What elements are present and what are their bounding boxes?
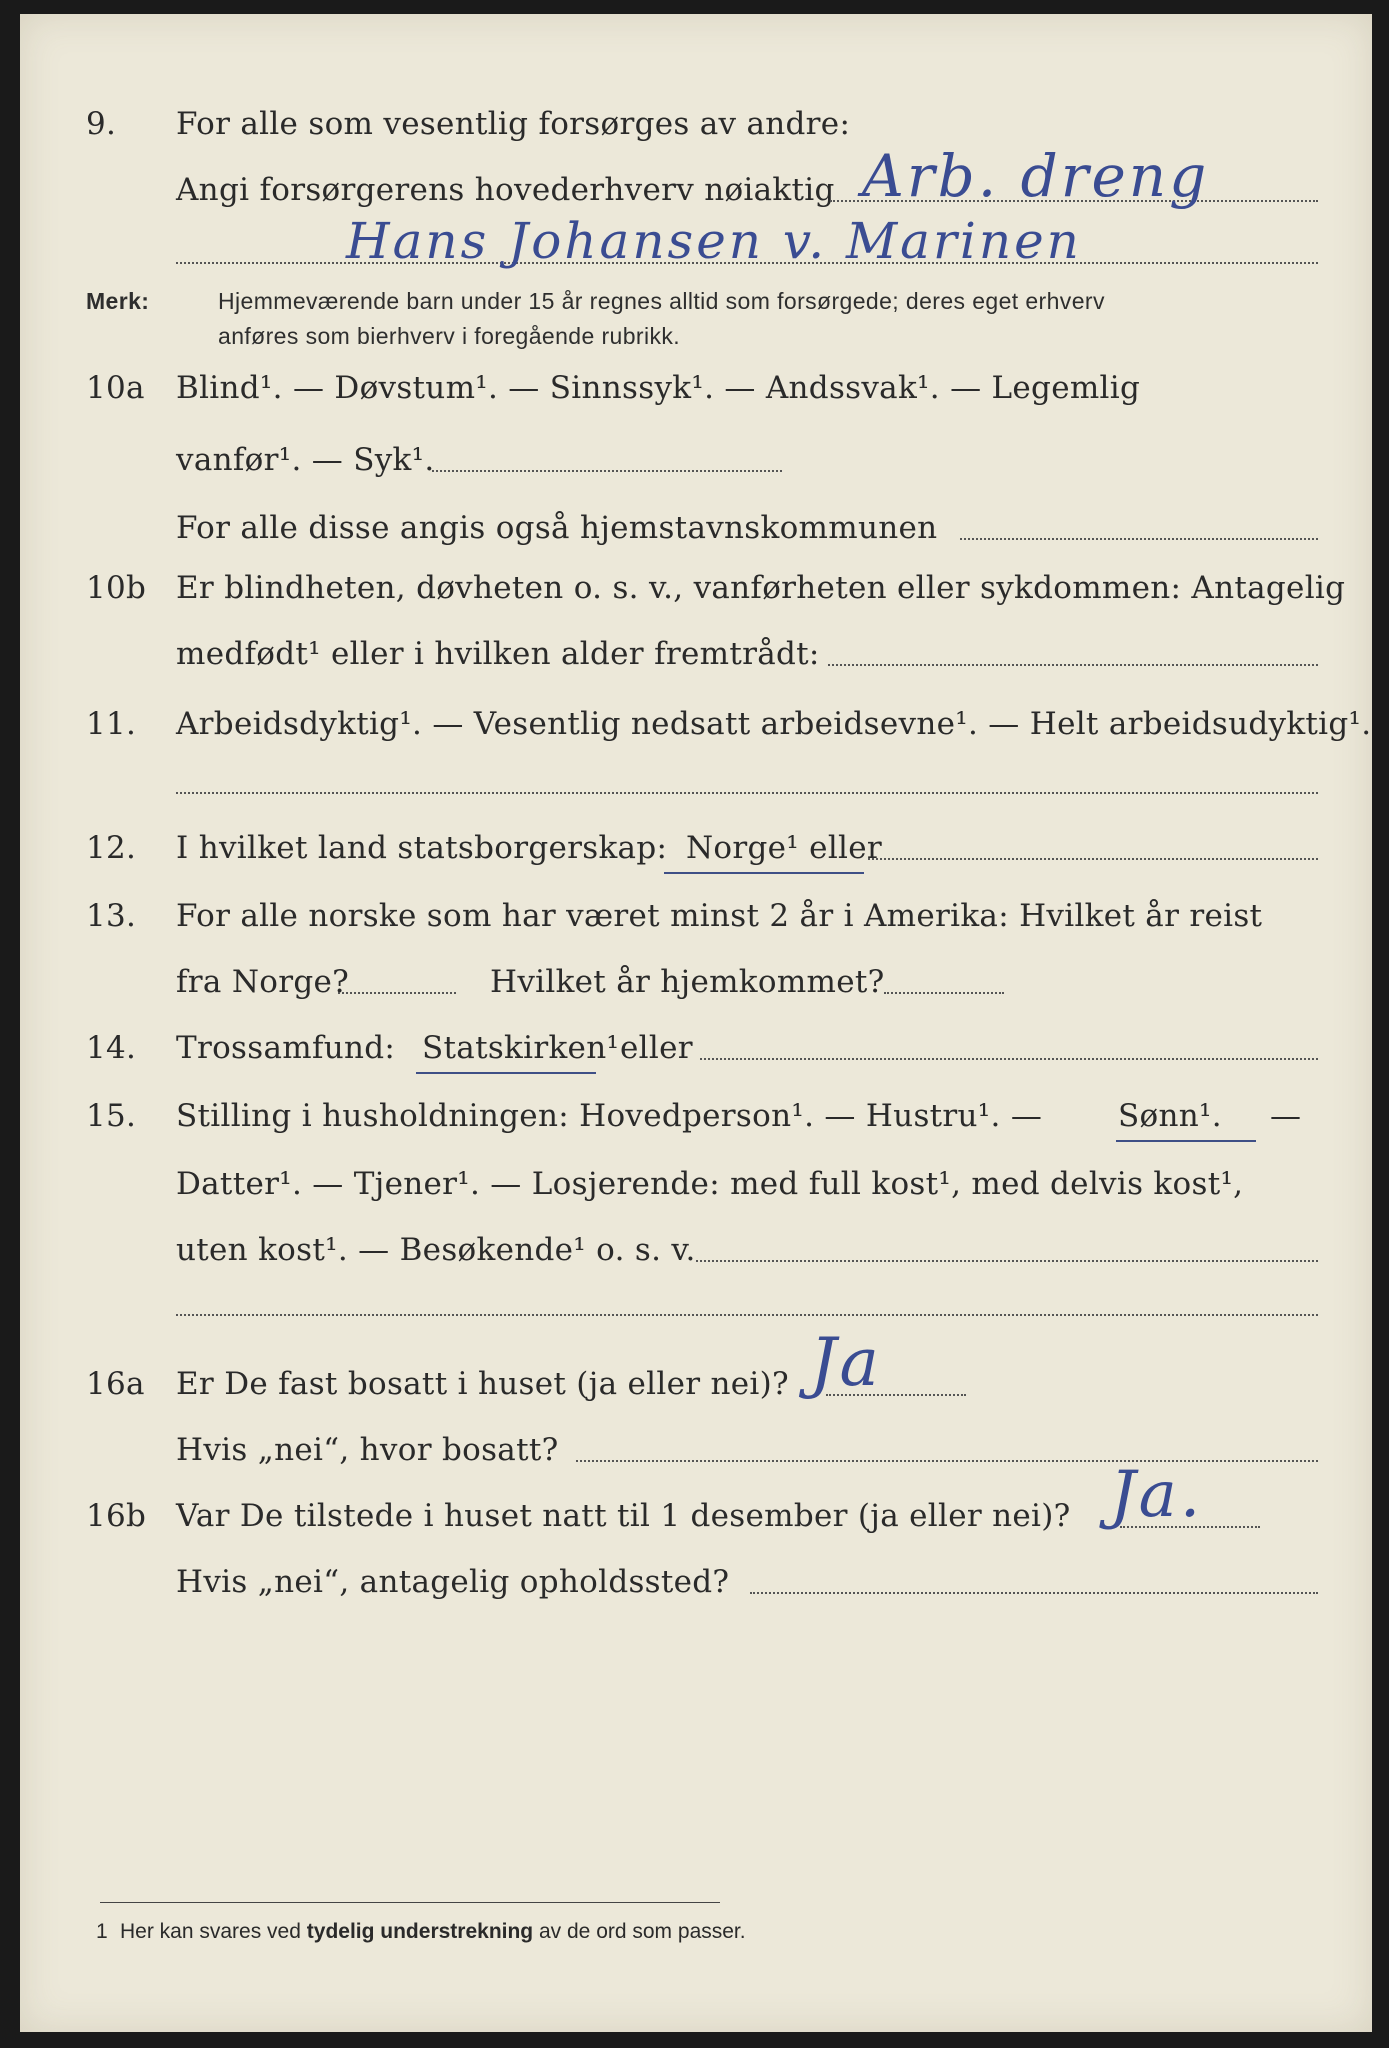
q12-number: 12. (86, 830, 137, 866)
q10a-answer-line-2 (960, 538, 1318, 540)
footnote-mark: 1 (96, 1920, 108, 1943)
q10a-text-3: For alle disse angis også hjemstavnskommunen (176, 510, 938, 546)
q14-number: 14. (86, 1030, 137, 1066)
q14-underline-mark (416, 1072, 596, 1074)
q16a-number: 16a (86, 1366, 145, 1402)
footnote-rule (100, 1902, 720, 1903)
footnote (96, 1920, 746, 1944)
q15-answer-line-2 (176, 1314, 1318, 1316)
q9-number: 9. (86, 106, 117, 142)
q10b-answer-line (828, 664, 1318, 666)
q12-answer-line (868, 858, 1318, 860)
q13-text-1: For alle norske som har været minst 2 år i Amerika: Hvilket år reist (176, 898, 1263, 934)
q16b-number: 16b (86, 1498, 147, 1534)
q10a-text-2: vanfør¹. — Syk¹. (176, 442, 435, 478)
q15-text-3: uten kost¹. — Besøkende¹ o. s. v. (176, 1232, 696, 1268)
merk-text-1: Hjemmeværende barn under 15 år regnes alltid som forsørgede; deres eget erhverv (218, 288, 1105, 314)
q16b-text-1: Var De tilstede i huset natt til 1 desember (ja eller nei)? (176, 1498, 1071, 1534)
q13-answer-line-hjemkommet (884, 992, 1004, 994)
q16a-text-1: Er De fast bosatt i huset (ja eller nei)? (176, 1366, 789, 1402)
q14-suffix: eller (620, 1030, 693, 1066)
q10b-text-2: medfødt¹ eller i hvilken alder fremtrådt: (176, 636, 820, 672)
q13-number: 13. (86, 898, 137, 934)
q10b-text-1: Er blindheten, døvheten o. s. v., vanførheten eller sykdommen: Antagelig (176, 570, 1346, 606)
census-form-page (20, 14, 1372, 2032)
q15-underline-mark (1116, 1140, 1256, 1142)
merk-text-2: anføres som bierhverv i foregående rubrikk. (218, 323, 681, 349)
q12-text: I hvilket land statsborgerskap: (176, 830, 668, 866)
q16b-text-2: Hvis „nei“, antagelig opholdssted? (176, 1564, 730, 1600)
q16a-text-2: Hvis „nei“, hvor bosatt? (176, 1432, 559, 1468)
q16a-handwritten-answer: Ja (810, 1324, 882, 1401)
q10a-text-1: Blind¹. — Døvstum¹. — Sinnssyk¹. — Andssvak¹. — Legemlig (176, 370, 1141, 406)
q9-handwritten-occupation: Arb. dreng (862, 142, 1210, 210)
q14-text: Trossamfund: (176, 1030, 396, 1066)
q13-text-2a: fra Norge? (176, 964, 350, 1000)
q10a-answer-line-1 (432, 470, 782, 472)
q15-number: 15. (86, 1098, 137, 1134)
q14-answer-line (700, 1058, 1318, 1060)
q12-underline-mark (664, 872, 864, 874)
merk-label: Merk: (86, 288, 150, 314)
q11-answer-line (176, 792, 1318, 794)
q15-text-2: Datter¹. — Tjener¹. — Losjerende: med full kost¹, med delvis kost¹, (176, 1166, 1244, 1202)
footnote-text-post: av de ord som passer. (538, 1920, 746, 1943)
q11-number: 11. (86, 706, 137, 742)
footnote-text-bold: tydelig understrekning (306, 1920, 534, 1943)
q9-text-2: Angi forsørgerens hovederhverv nøiaktig (176, 172, 835, 208)
q15-option-sonn: Sønn¹. (1118, 1098, 1222, 1134)
footnote-text-pre: Her kan svares ved (120, 1920, 301, 1943)
q10a-number: 10a (86, 370, 145, 406)
q9-text-1: For alle som vesentlig forsørges av andre: (176, 106, 851, 142)
q11-text-1: Arbeidsdyktig¹. — Vesentlig nedsatt arbeidsevne¹. — Helt arbeidsudyktig¹. (176, 706, 1372, 742)
q16b-answer-line-2 (750, 1592, 1318, 1594)
q10b-number: 10b (86, 570, 147, 606)
q13-answer-line-reist (338, 992, 456, 994)
q15-answer-line-1 (696, 1260, 1318, 1262)
q16b-handwritten-answer: Ja. (1110, 1458, 1204, 1532)
q12-option-norge: Norge¹ eller (686, 830, 883, 866)
q13-text-2b: Hvilket år hjemkommet? (490, 964, 885, 1000)
q15-dash: — (1270, 1098, 1302, 1134)
q14-option-statskirken: Statskirken¹ (422, 1030, 620, 1066)
q9-handwritten-provider: Hans Johansen v. Marinen (346, 212, 1082, 270)
q16a-answer-line-2 (576, 1460, 1318, 1462)
q15-text-1a: Stilling i husholdningen: Hovedperson¹. — Hustru¹. — (176, 1098, 1043, 1134)
